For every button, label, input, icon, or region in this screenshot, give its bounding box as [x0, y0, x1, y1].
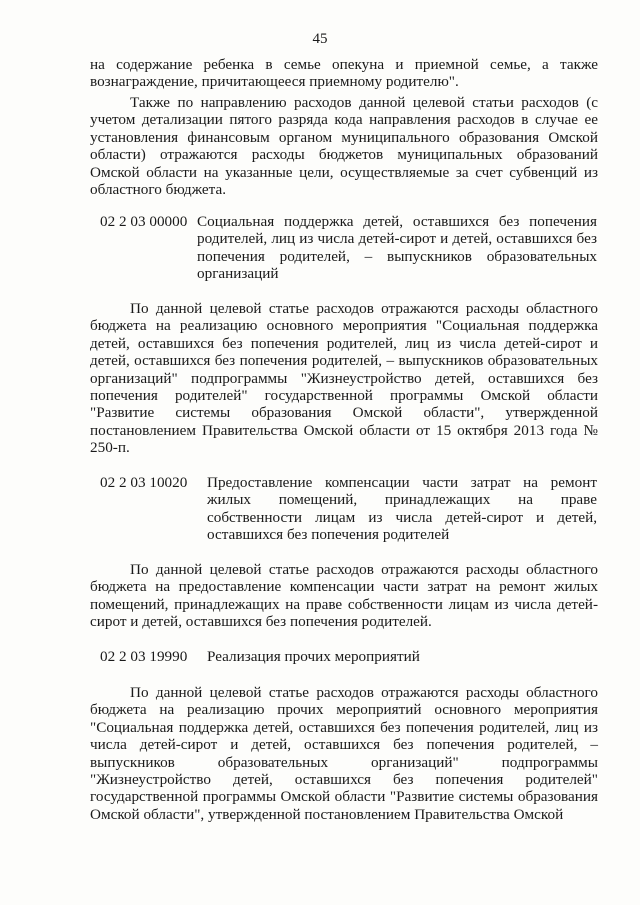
- target-article-title: Предоставление компенсации части затрат на ремонт жилых помещений, принадлежащих на праве собственности лицам из числа детей-сирот и детей, оставшихся без попечения родителей: [207, 474, 597, 544]
- paragraph: Также по направлению расходов данной целевой статьи расходов (с учетом детализации пятого разряда кода направления расходов в случае ее установления финансовым органом муниципального образования Омской области) отражаются расходы бюджетов муниципальных образований Омской области на указанные цели, осуществляемые за счет субвенций из областного бюджета.: [90, 94, 598, 199]
- target-article-code: 02 2 03 19990: [100, 648, 188, 665]
- target-article-title: Социальная поддержка детей, оставшихся без попечения родителей, лиц из числа детей-сирот и детей, оставшихся без попечения родителей, – выпускников образовательных организаций: [197, 213, 597, 283]
- paragraph: на содержание ребенка в семье опекуна и приемной семье, а также вознаграждение, причитающееся приемному родителю".: [90, 56, 598, 91]
- paragraph: По данной целевой статье расходов отражаются расходы областного бюджета на предоставление компенсации части затрат на ремонт жилых помещений, принадлежащих на праве собственности лицам из числа детей-сирот и детей, оставшихся без попечения родителей.: [90, 561, 598, 631]
- target-article-title: Реализация прочих мероприятий: [207, 648, 420, 665]
- paragraph: По данной целевой статье расходов отражаются расходы областного бюджета на реализацию основного мероприятия "Социальная поддержка детей, оставшихся без попечения родителей, лиц из числа детей-сирот и детей, оставшихся без попечения родителей, – выпускников образовательных организаций" подпрограммы "Жизнеустройство детей, оставшихся без попечения родителей" государственной программы Омской области "Развитие системы образования Омской области", утвержденной постановлением Правительства Омской области от 15 октября 2013 года № 250-п.: [90, 300, 598, 457]
- target-article-code: 02 2 03 00000: [100, 213, 188, 230]
- paragraph: По данной целевой статье расходов отражаются расходы областного бюджета на реализацию прочих мероприятий основного мероприятия "Социальная поддержка детей, оставшихся без попечения родителей, лиц из числа детей-сирот и детей, оставшихся без попечения родителей, – выпускников образовательных организаций" подпрограммы "Жизнеустройство детей, оставшихся без попечения родителей" государственной программы Омской области "Развитие системы образования Омской области", утвержденной постановлением Правительства Омской: [90, 684, 598, 823]
- page-number: 45: [312, 31, 328, 47]
- target-article-code: 02 2 03 10020: [100, 474, 188, 491]
